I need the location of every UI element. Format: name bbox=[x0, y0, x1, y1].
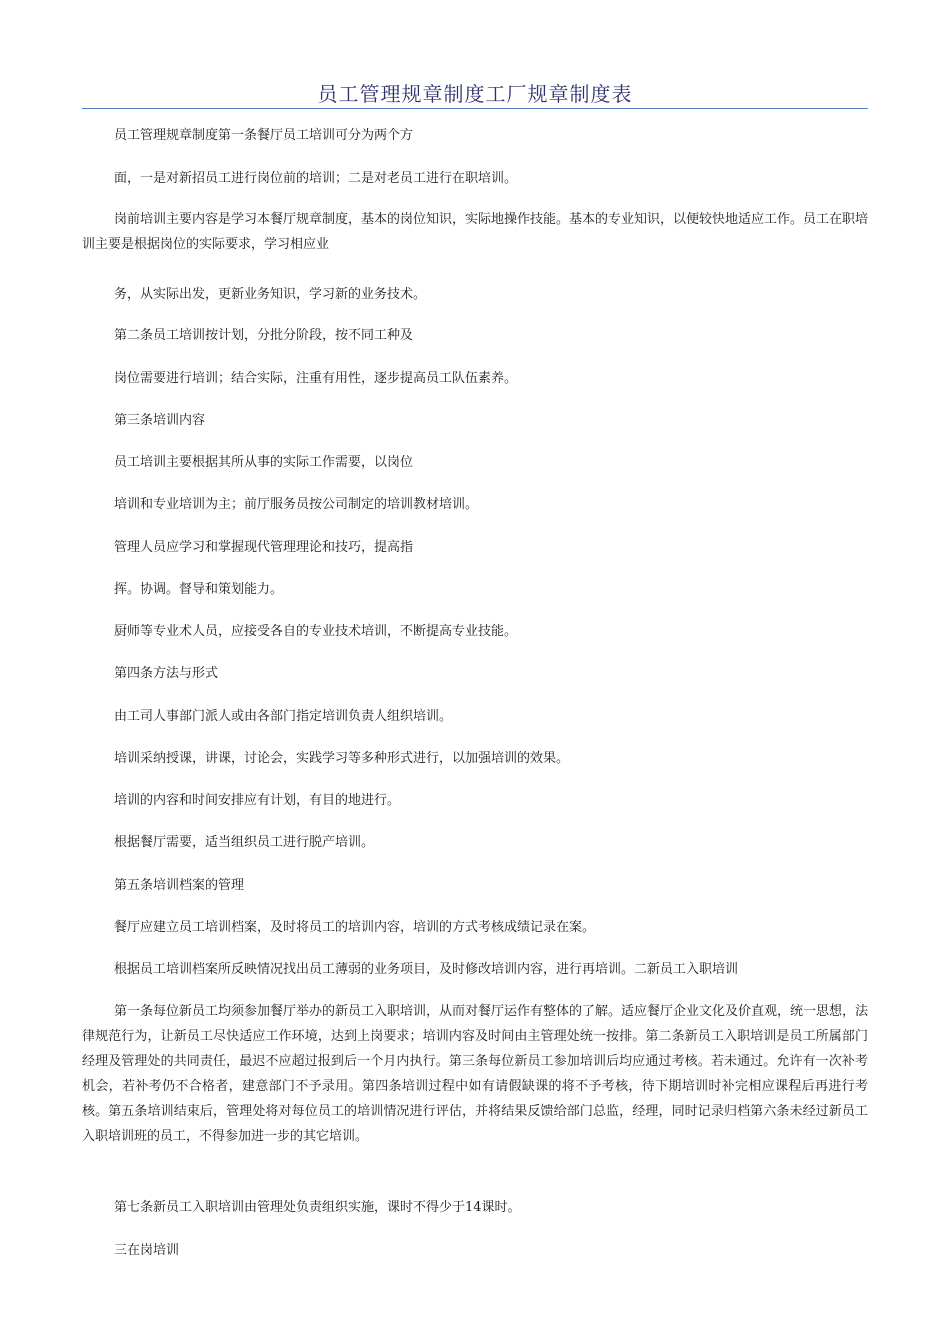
paragraph-2: 面，一是对新招员工进行岗位前的培训；二是对老员工进行在职培训。 bbox=[114, 171, 518, 186]
paragraph-6: 岗位需要进行培训；结合实际，注重有用性，逐步提高员工队伍素养。 bbox=[114, 371, 518, 386]
paragraph-15: 培训采纳授课，讲课，讨论会，实践学习等多种形式进行，以加强培训的效果。 bbox=[114, 751, 570, 766]
paragraph-12: 厨师等专业术人员，应接受各自的专业技术培训，不断提高专业技能。 bbox=[114, 624, 518, 639]
paragraph-11: 挥。协调。督导和策划能力。 bbox=[114, 582, 284, 597]
paragraph-14: 由工司人事部门派人或由各部门指定培训负责人组织培训。 bbox=[114, 709, 453, 724]
paragraph-5: 第二条员工培训按计划，分批分阶段，按不同工种及 bbox=[114, 328, 414, 343]
paragraph-21: 第一条每位新员工均须参加餐厅举办的新员工入职培训，从而对餐厅运作有整体的了解。适应餐厅企业文化及价直观，统一思想，法律规范行为，让新员工尽快适应工作环境，达到上岗要求；培训内容及时间由主管理处统一按排。第二条新员工入职培训是员工所属部门经理及管理处的共同责任，最迟不应超过报到后一个月内执行。第三条每位新员工参加培训后均应通过考核。若未通过。允许有一次补考机会，若补考仍不合格者，建意部门不予录用。第四条培训过程中如有请假缺课的将不予考核，待下期培训时补完相应课程后再进行考核。第五条培训结束后，管理处将对每位员工的培训情况进行评估，并将结果反馈给部门总监，经理，同时记录归档第六条未经过新员工入职培训班的员工，不得参加进一步的其它培训。 bbox=[82, 1004, 869, 1144]
paragraph-1: 员工管理规章制度第一条餐厅员工培训可分为两个方 bbox=[114, 128, 414, 143]
paragraph-20: 根据员工培训档案所反映情况找出员工薄弱的业务项目，及时修改培训内容，进行再培训。二新员工入职培训 bbox=[114, 962, 739, 977]
document-title: 员工管理规章制度工厂规章制度表 bbox=[317, 82, 633, 106]
paragraph-8: 员工培训主要根据其所从事的实际工作需要，以岗位 bbox=[114, 455, 414, 470]
paragraph-17: 根据餐厅需要，适当组织员工进行脱产培训。 bbox=[114, 835, 375, 850]
section-heading-3: 第三条培训内容 bbox=[114, 413, 206, 428]
title-underline bbox=[82, 108, 868, 109]
paragraph-3: 岗前培训主要内容是学习本餐厅规章制度，基本的岗位知识，实际地操作技能。基本的专业知识，以便较快地适应工作。员工在职培训主要是根据岗位的实际要求，学习相应业 bbox=[82, 212, 869, 252]
section-heading-5: 第五条培训档案的管理 bbox=[114, 878, 245, 893]
paragraph-22: 第七条新员工入职培训由管理处负责组织实施，课时不得少于14课时。 bbox=[114, 1200, 521, 1215]
paragraph-9: 培训和专业培训为主；前厅服务员按公司制定的培训教材培训。 bbox=[114, 497, 479, 512]
paragraph-10: 管理人员应学习和掌握现代管理理论和技巧，提高指 bbox=[114, 540, 414, 555]
section-heading-on-the-job: 三在岗培训 bbox=[114, 1243, 180, 1258]
section-heading-4: 第四条方法与形式 bbox=[114, 666, 219, 681]
paragraph-16: 培训的内容和时间安排应有计划，有目的地进行。 bbox=[114, 793, 401, 808]
paragraph-19: 餐厅应建立员工培训档案，及时将员工的培训内容，培训的方式考核成绩记录在案。 bbox=[114, 920, 596, 935]
paragraph-4: 务，从实际出发，更新业务知识，学习新的业务技术。 bbox=[114, 287, 427, 302]
